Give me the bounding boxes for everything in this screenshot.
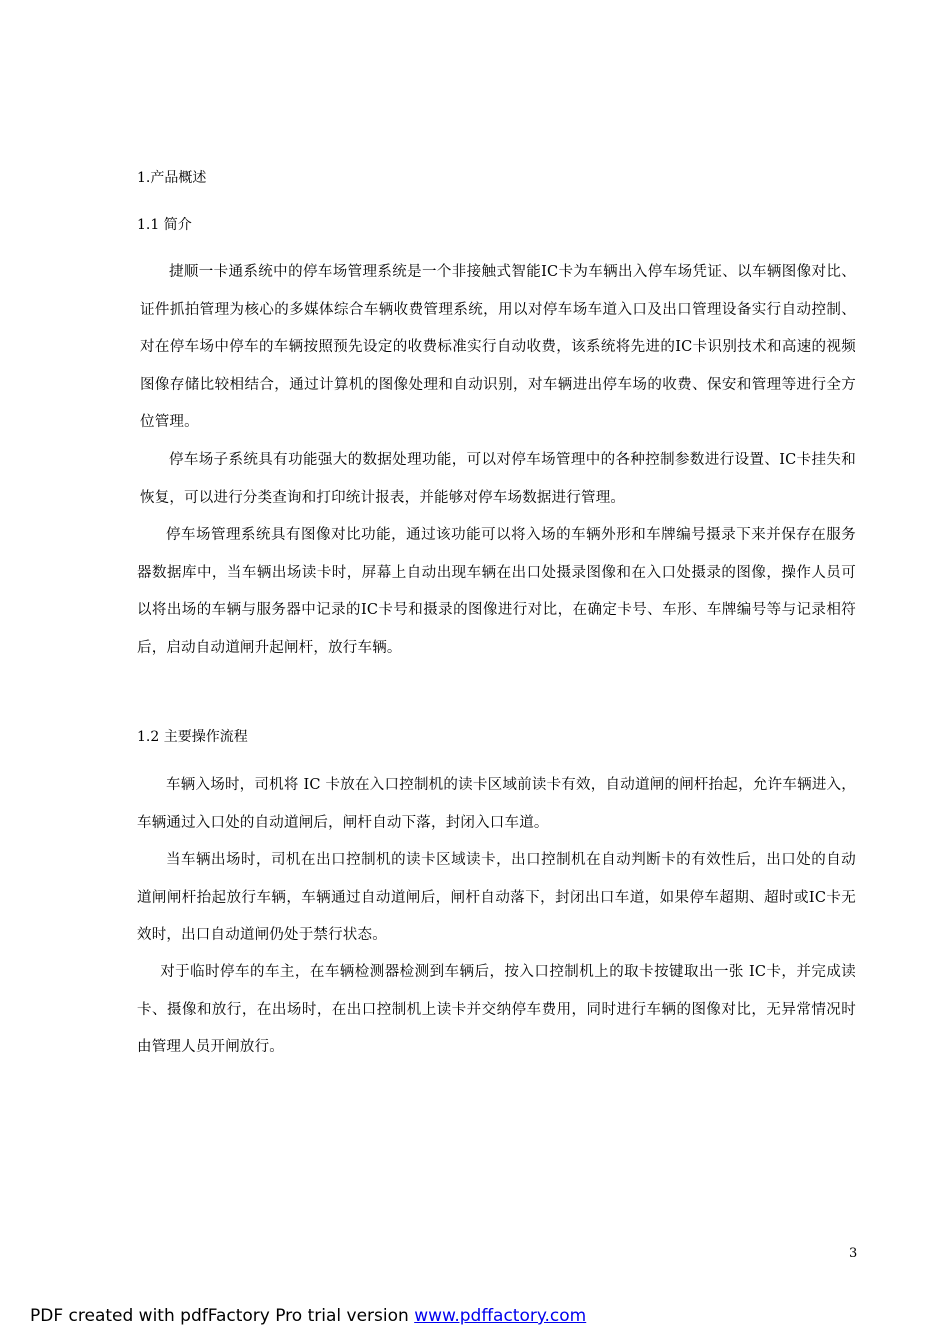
footer-text: PDF created with pdfFactory Pro trial version <box>30 1306 415 1326</box>
workflow-paragraph-2: 当车辆出场时，司机在出口控制机的读卡区域读卡，出口控制机在自动判断卡的有效性后，出口处的自动道闸闸杆抬起放行车辆，车辆通过自动道闸后，闸杆自动落下，封闭出口车道，如果停车超期、超时或IC卡无效时，出口自动道闸仍处于禁行状态。 <box>137 852 856 943</box>
workflow-paragraph-1: 车辆入场时，司机将 IC 卡放在入口控制机的读卡区域前读卡有效，自动道闸的闸杆抬起，允许车辆进入，车辆通过入口处的自动道闸后，闸杆自动下落，封闭入口车道。 <box>137 777 856 831</box>
section-title: 1.产品概述 <box>137 170 207 186</box>
pdf-footer <box>30 1306 586 1326</box>
subsection-title-intro: 1.1 简介 <box>137 217 192 233</box>
intro-paragraph-3: 停车场管理系统具有图像对比功能，通过该功能可以将入场的车辆外形和车牌编号摄录下来并保存在服务器数据库中，当车辆出场读卡时，屏幕上自动出现车辆在出口处摄录图像和在入口处摄录的图像，操作人员可以将出场的车辆与服务器中记录的IC卡号和摄录的图像进行对比，在确定卡号、车形、车牌编号等与记录相符后，启动自动道闸升起闸杆，放行车辆。 <box>137 527 856 656</box>
intro-paragraph-1: 捷顺一卡通系统中的停车场管理系统是一个非接触式智能IC卡为车辆出入停车场凭证、以车辆图像对比、证件抓拍管理为核心的多媒体综合车辆收费管理系统，用以对停车场车道入口及出口管理设备实行自动控制、对在停车场中停车的车辆按照预先设定的收费标准实行自动收费，该系统将先进的IC卡识别技术和高速的视频图像存储比较相结合，通过计算机的图像处理和自动识别，对车辆进出停车场的收费、保安和管理等进行全方位管理。 <box>140 264 856 430</box>
subsection-title-workflow: 1.2 主要操作流程 <box>137 729 248 745</box>
workflow-paragraph-3: 对于临时停车的车主，在车辆检测器检测到车辆后，按入口控制机上的取卡按键取出一张 IC卡，并完成读卡、摄像和放行，在出场时，在出口控制机上读卡并交纳停车费用，同时进行车辆的图像对比，无异常情况时由管理人员开闸放行。 <box>137 964 856 1055</box>
footer-link[interactable]: www.pdffactory.com <box>414 1306 587 1326</box>
page-number: 3 <box>849 1246 858 1261</box>
intro-paragraph-2: 停车场子系统具有功能强大的数据处理功能，可以对停车场管理中的各种控制参数进行设置、IC卡挂失和恢复，可以进行分类查询和打印统计报表，并能够对停车场数据进行管理。 <box>140 452 856 506</box>
